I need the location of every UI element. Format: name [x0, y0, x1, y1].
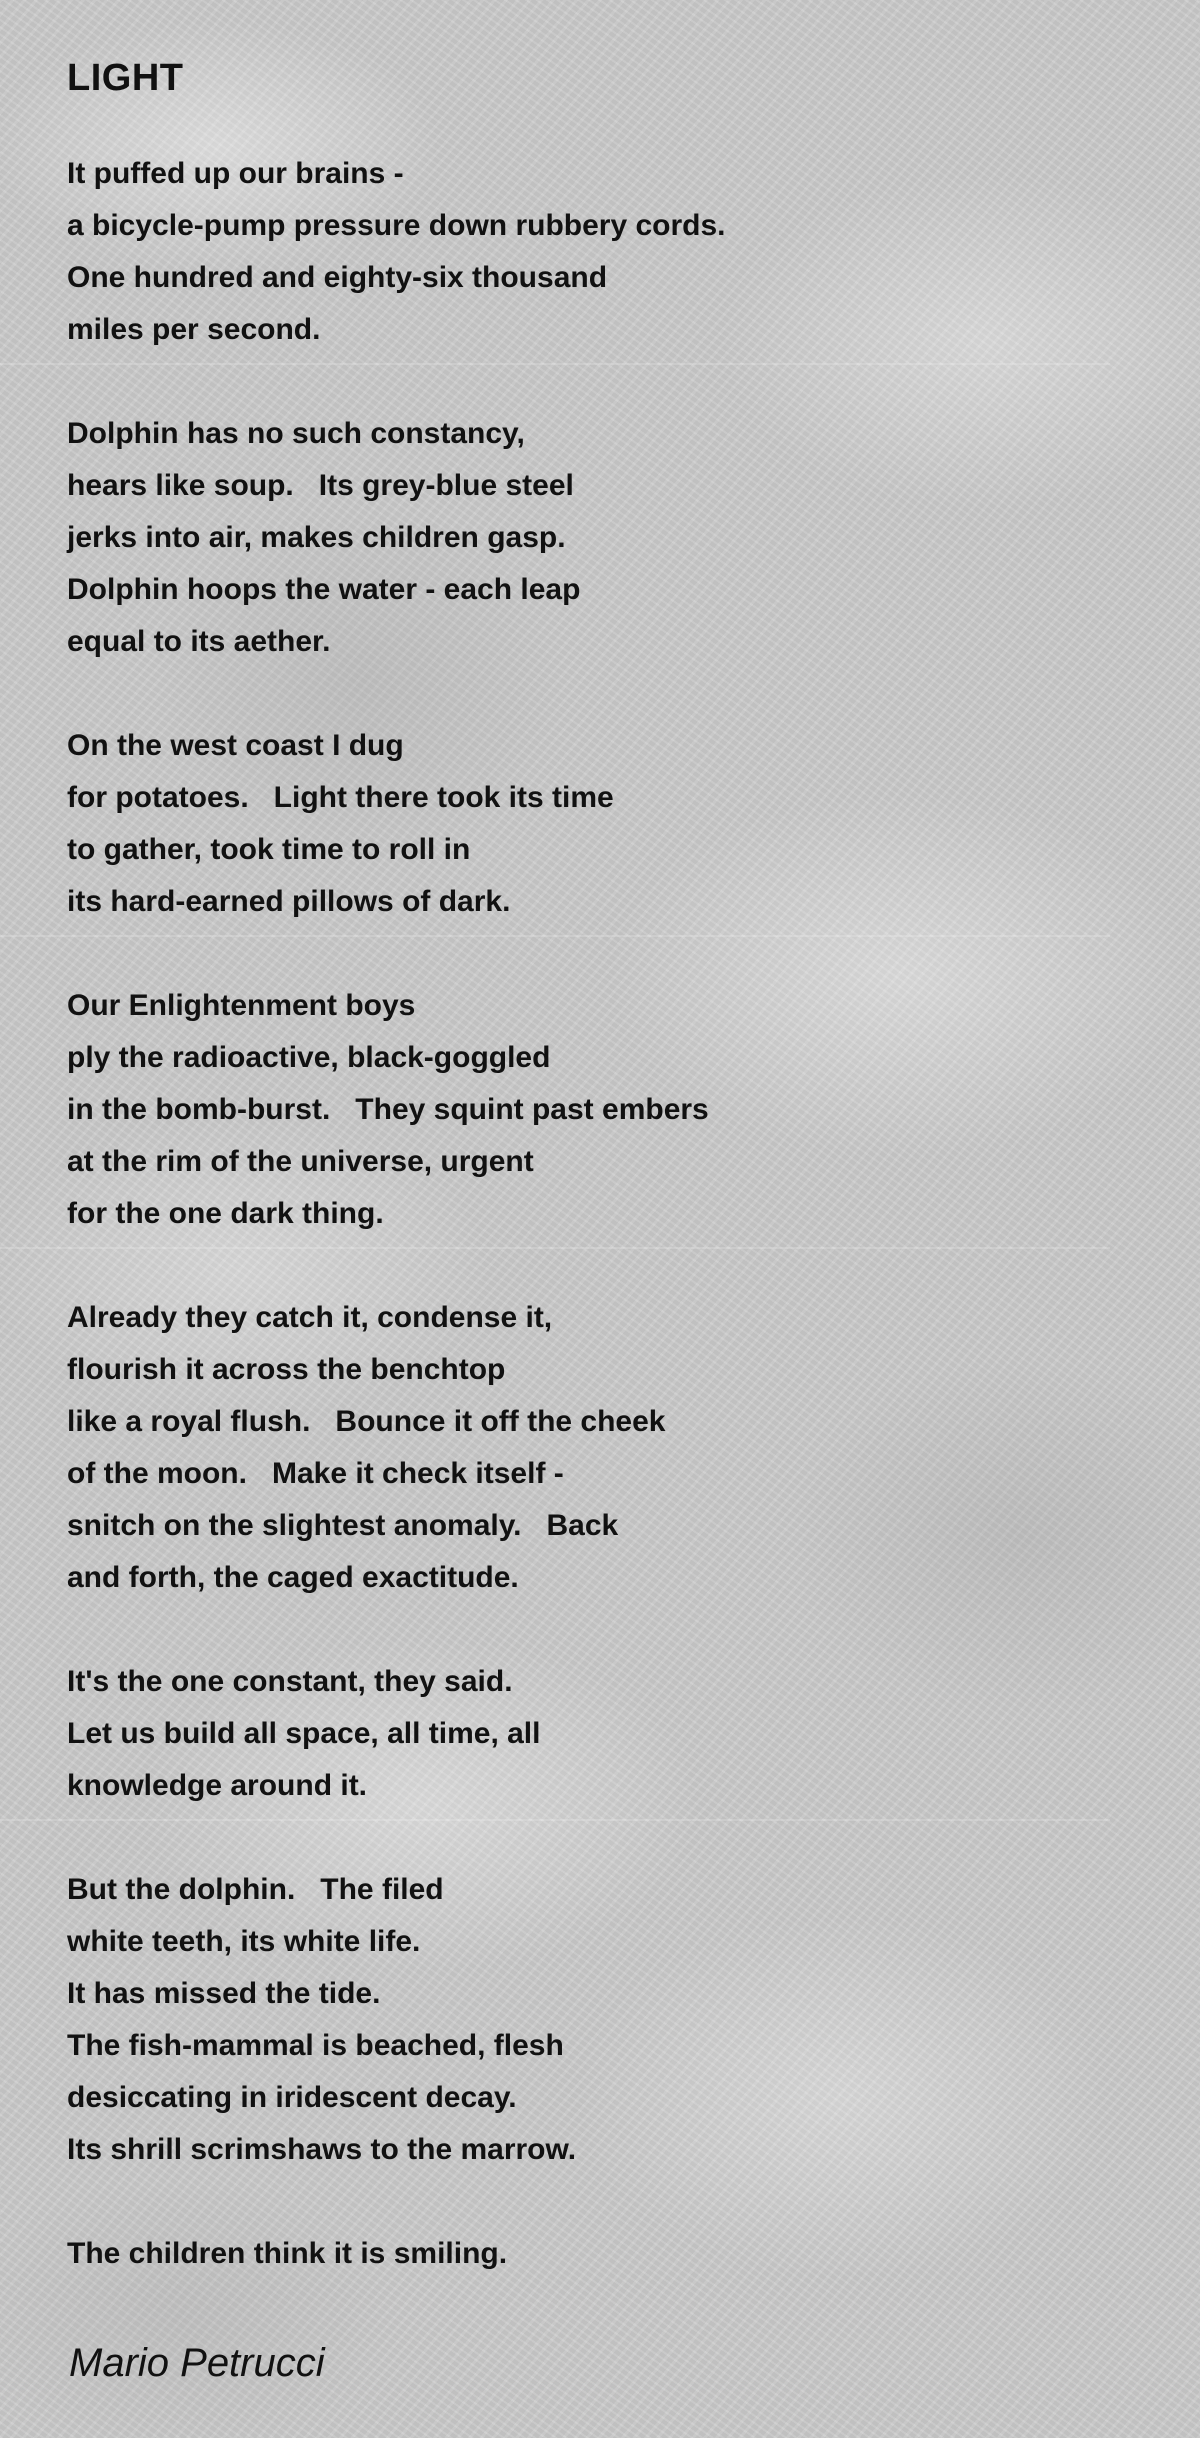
poem-line: Dolphin hoops the water - each leap [67, 573, 581, 606]
poem-line: It's the one constant, they said. [67, 1665, 513, 1698]
poem-line: equal to its aether. [67, 625, 331, 658]
poem-line: Let us build all space, all time, all [67, 1717, 541, 1750]
poem-stanza [67, 980, 1127, 1240]
poem-line: One hundred and eighty-six thousand [67, 261, 608, 294]
poem-stanza [67, 1864, 1127, 2176]
poem-line: jerks into air, makes children gasp. [67, 521, 566, 554]
poem-line: miles per second. [67, 313, 321, 346]
poem-line: snitch on the slightest anomaly. Back [67, 1509, 619, 1542]
poem-stanza [67, 408, 1127, 668]
poem-line: Its shrill scrimshaws to the marrow. [67, 2133, 577, 2166]
poem-stanza [67, 1656, 1127, 1812]
poem-line: The fish-mammal is beached, flesh [67, 2029, 564, 2062]
poem-line: The children think it is smiling. [67, 2237, 508, 2270]
poem-line: It puffed up our brains - [67, 157, 404, 190]
poem-title: LIGHT [67, 57, 184, 99]
poem-line: knowledge around it. [67, 1769, 368, 1802]
poem-stanza [67, 720, 1127, 928]
poem-line: a bicycle-pump pressure down rubbery cords. [67, 209, 726, 242]
poem-line: its hard-earned pillows of dark. [67, 885, 511, 918]
poem-body [67, 148, 1127, 2332]
poem-line: hears like soup. Its grey-blue steel [67, 469, 574, 502]
poem-line: for the one dark thing. [67, 1197, 384, 1230]
poem-line: like a royal flush. Bounce it off the cheek [67, 1405, 666, 1438]
poem-line: But the dolphin. The filed [67, 1873, 444, 1906]
poem-line: ply the radioactive, black-goggled [67, 1041, 551, 1074]
poem-line: flourish it across the benchtop [67, 1353, 506, 1386]
poem-author: Mario Petrucci [69, 2341, 325, 2385]
poem-line: to gather, took time to roll in [67, 833, 471, 866]
poem-stanza [67, 1292, 1127, 1604]
poem-line: in the bomb-burst. They squint past embers [67, 1093, 709, 1126]
poem-line: Dolphin has no such constancy, [67, 417, 525, 450]
poem-line: It has missed the tide. [67, 1977, 381, 2010]
poem-stanza [67, 2228, 1127, 2280]
poem-line: and forth, the caged exactitude. [67, 1561, 519, 1594]
poem-line: desiccating in iridescent decay. [67, 2081, 517, 2114]
poem-line: On the west coast I dug [67, 729, 404, 762]
poem-line: Already they catch it, condense it, [67, 1301, 553, 1334]
poem-line: at the rim of the universe, urgent [67, 1145, 534, 1178]
poem-line: Our Enlightenment boys [67, 989, 416, 1022]
poem-line: white teeth, its white life. [67, 1925, 421, 1958]
poem-line: for potatoes. Light there took its time [67, 781, 614, 814]
poem-line: of the moon. Make it check itself - [67, 1457, 564, 1490]
poem-stanza [67, 148, 1127, 356]
